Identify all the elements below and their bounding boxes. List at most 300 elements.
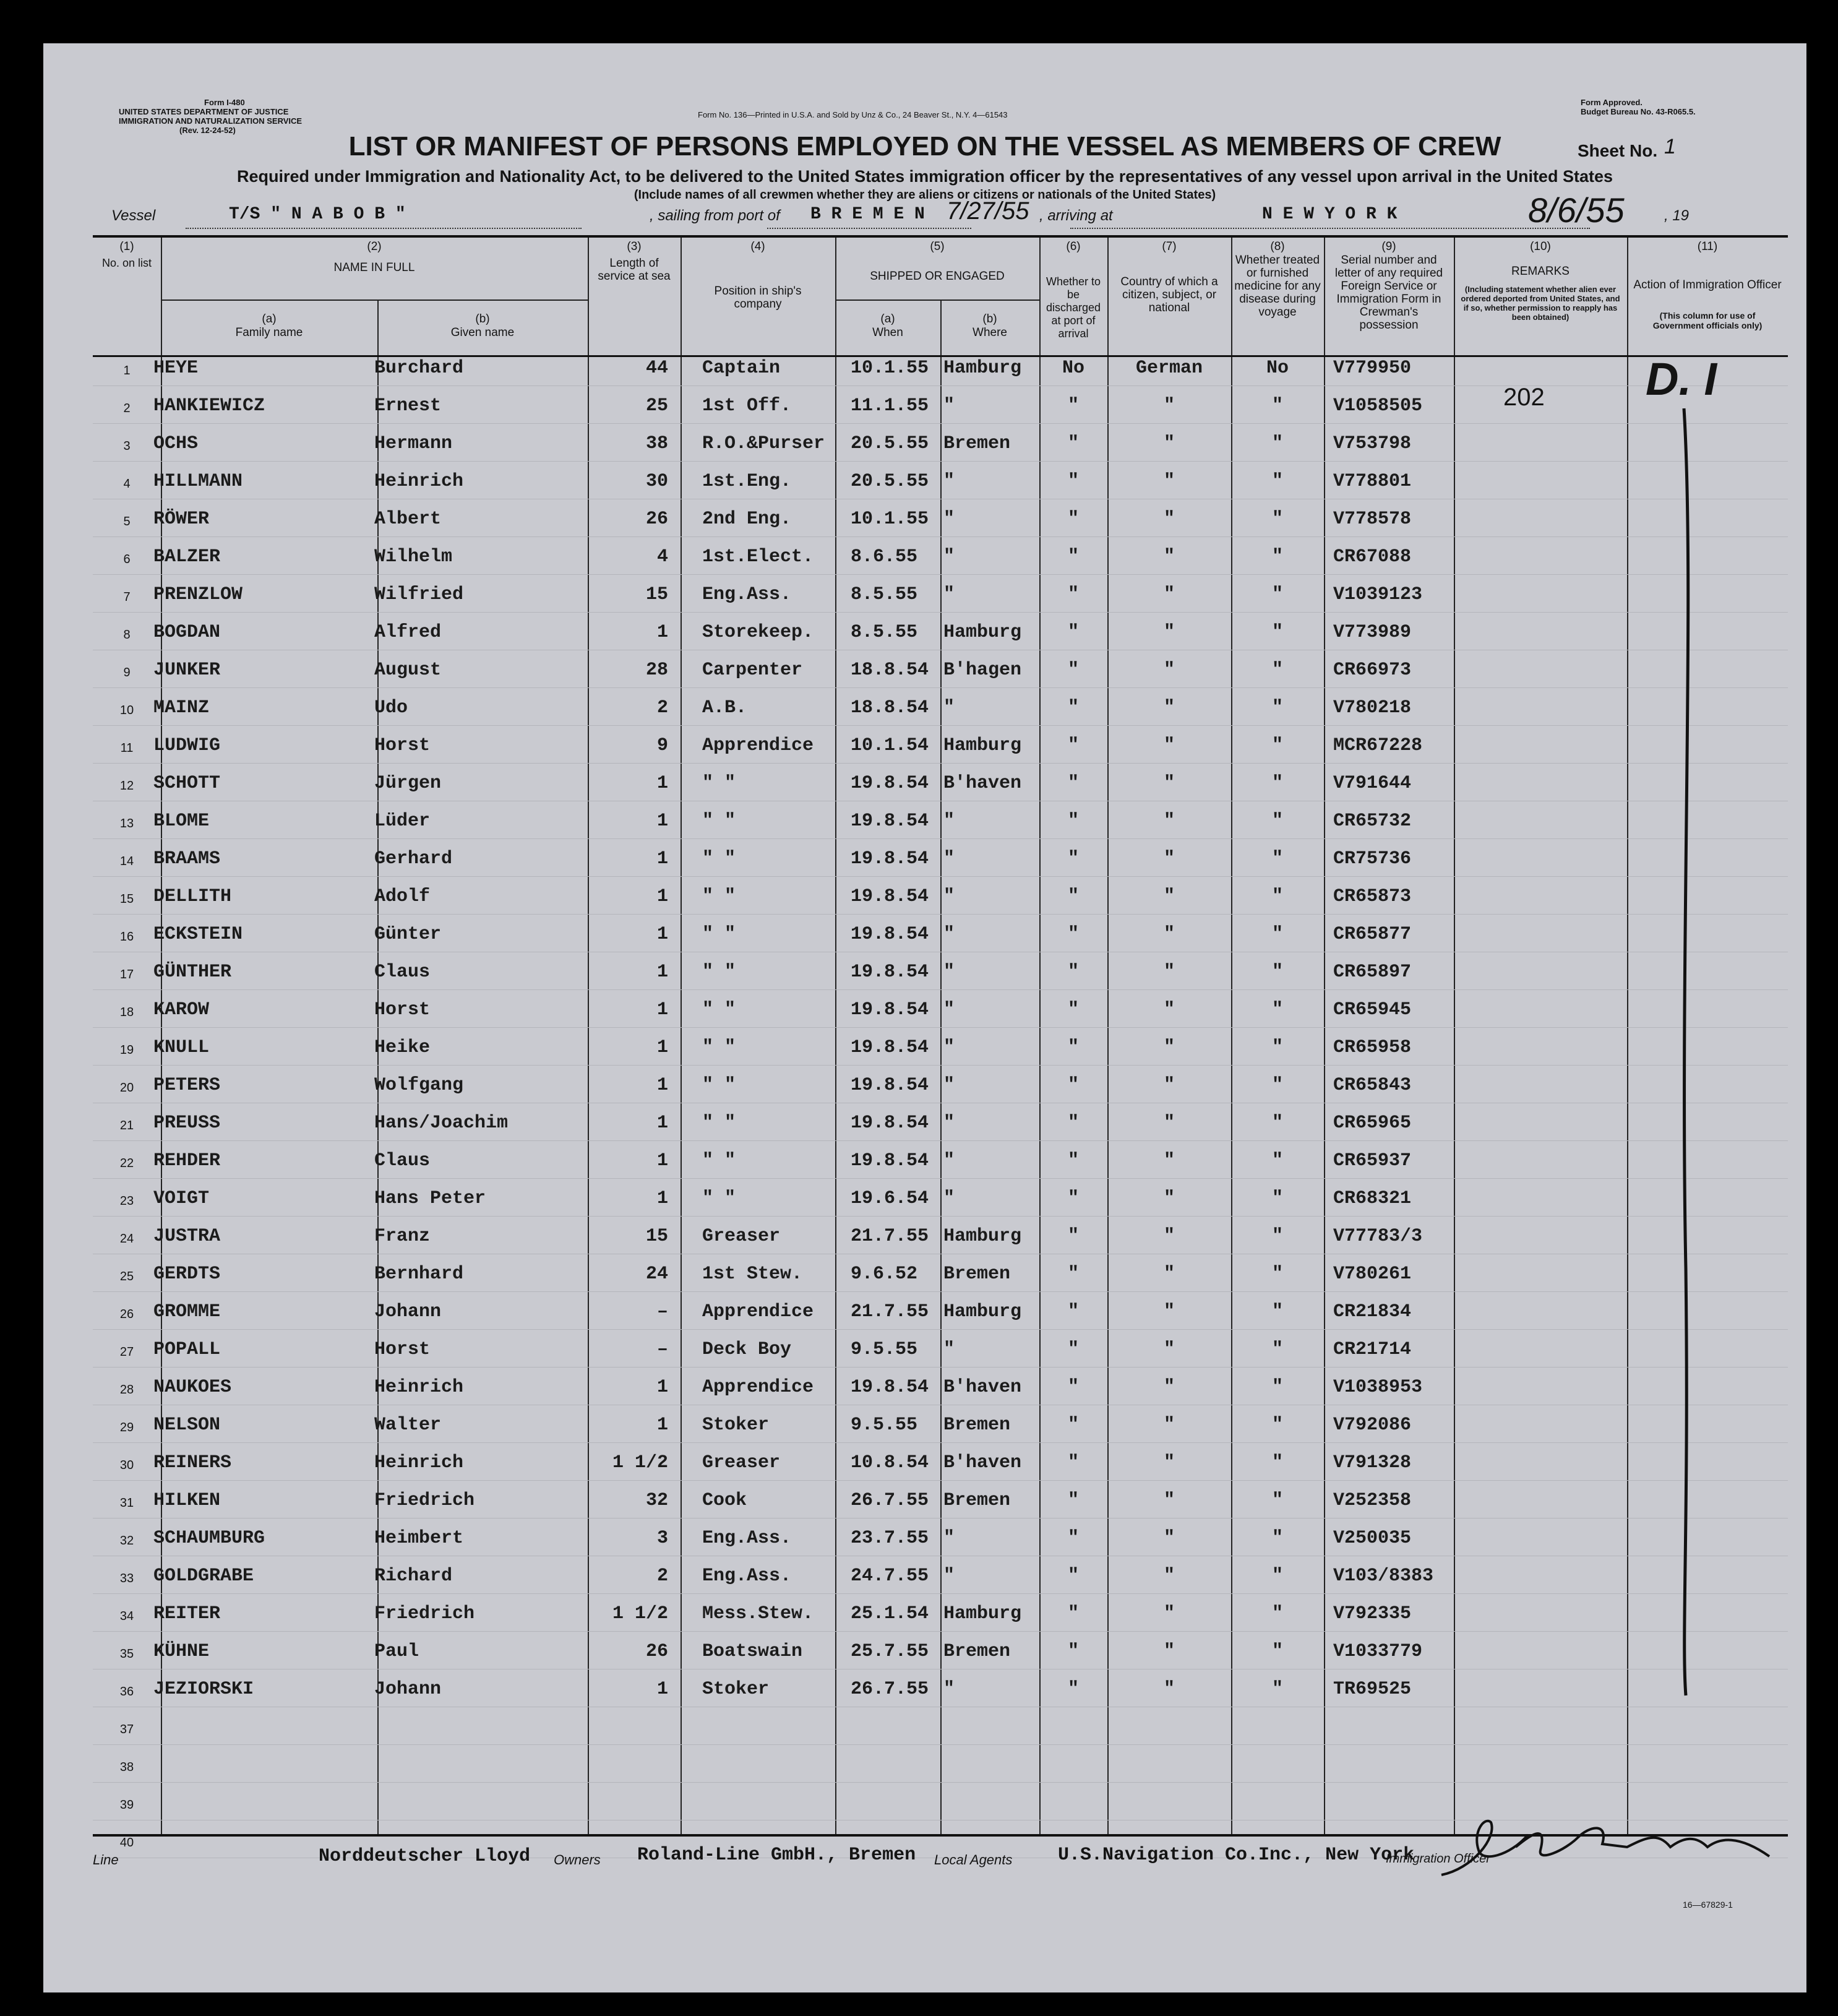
- country: ": [1163, 1528, 1175, 1549]
- col11-number: (11): [1697, 240, 1718, 253]
- shipped-when: 9.5.55: [851, 1415, 918, 1436]
- shipped-where: ": [943, 1075, 955, 1096]
- serial-number: V791644: [1333, 773, 1412, 794]
- shipped-when: 8.5.55: [851, 584, 918, 605]
- treated: ": [1271, 509, 1283, 530]
- serial-number: V780261: [1333, 1264, 1412, 1285]
- given-name: Franz: [374, 1226, 431, 1247]
- family-name: BALZER: [153, 546, 221, 567]
- treated: ": [1271, 1679, 1283, 1700]
- discharge: ": [1067, 848, 1079, 869]
- serial-number: V791328: [1333, 1452, 1412, 1473]
- country: ": [1163, 1415, 1175, 1436]
- serial-number: V250035: [1333, 1528, 1412, 1549]
- subtitle-note: (Include names of all crewmen whether they are aliens or citizens or nationals of the United States): [633, 188, 1216, 202]
- service-length: 25: [645, 395, 668, 416]
- given-name: Paul: [374, 1641, 419, 1662]
- discharge: ": [1067, 660, 1079, 681]
- family-name: BRAAMS: [153, 848, 221, 869]
- discharge: ": [1067, 886, 1079, 907]
- discharge: ": [1067, 1075, 1079, 1096]
- position: Eng.Ass.: [702, 1566, 792, 1587]
- given-name: Horst: [374, 735, 431, 756]
- family-name: SCHOTT: [153, 773, 221, 794]
- family-name: SCHAUMBURG: [153, 1528, 265, 1549]
- country: ": [1163, 622, 1175, 643]
- country: ": [1163, 848, 1175, 869]
- country: ": [1163, 697, 1175, 718]
- given-name: Hans/Joachim: [374, 1113, 509, 1134]
- sailing-port: B R E M E N: [810, 205, 925, 224]
- discharge: ": [1067, 509, 1079, 530]
- arriving-label: , arriving at: [1039, 207, 1113, 224]
- given-name: Heinrich: [374, 471, 464, 492]
- row-number: 4: [123, 477, 131, 491]
- treated: ": [1271, 1188, 1283, 1209]
- officer-label: Immigration Officer: [1386, 1852, 1490, 1866]
- position: Deck Boy: [702, 1339, 792, 1360]
- serial-number: V779950: [1333, 358, 1412, 379]
- family-name: BOGDAN: [153, 622, 221, 643]
- shipped-where: Bremen: [943, 433, 1011, 454]
- officer-signature: [1423, 1813, 1776, 1887]
- arrival-port: N E W Y O R K: [1262, 205, 1398, 224]
- service-length: 15: [645, 584, 668, 605]
- shipped-where: ": [943, 999, 955, 1020]
- shipped-when: 25.1.54: [851, 1603, 929, 1624]
- service-length: 28: [645, 660, 668, 681]
- serial-number: V77783/3: [1333, 1226, 1423, 1247]
- service-length: 38: [645, 433, 668, 454]
- position: 2nd Eng.: [702, 509, 792, 530]
- department: UNITED STATES DEPARTMENT OF JUSTICE: [119, 107, 289, 116]
- col5b-letter: (b): [982, 312, 997, 325]
- discharge: ": [1067, 1490, 1079, 1511]
- country: ": [1163, 471, 1175, 492]
- col5a-header: When: [872, 326, 903, 339]
- country: ": [1163, 1452, 1175, 1473]
- row-number: 2: [123, 402, 131, 415]
- given-name: Albert: [374, 509, 442, 530]
- family-name: GERDTS: [153, 1264, 221, 1285]
- serial-number: V1058505: [1333, 395, 1423, 416]
- row-number: 16: [119, 930, 134, 944]
- position: " ": [702, 886, 736, 907]
- treated: ": [1271, 773, 1283, 794]
- shipped-where: Hamburg: [943, 358, 1022, 379]
- service-length: 44: [645, 358, 668, 379]
- discharge: ": [1067, 999, 1079, 1020]
- serial-number: CR65965: [1333, 1113, 1412, 1134]
- shipped-when: 10.1.54: [851, 735, 929, 756]
- discharge: ": [1067, 811, 1079, 832]
- given-name: Alfred: [374, 622, 442, 643]
- family-name: BLOME: [153, 811, 210, 832]
- shipped-where: ": [943, 924, 955, 945]
- serial-number: V792086: [1333, 1415, 1412, 1436]
- country: ": [1163, 962, 1175, 983]
- row-number: 7: [123, 590, 131, 604]
- col8-number: (8): [1270, 240, 1285, 253]
- family-name: PREUSS: [153, 1113, 221, 1134]
- shipped-where: Bremen: [943, 1490, 1011, 1511]
- shipped-when: 10.1.55: [851, 358, 929, 379]
- shipped-when: 23.7.55: [851, 1528, 929, 1549]
- shipped-where: ": [943, 1528, 955, 1549]
- position: A.B.: [702, 697, 747, 718]
- shipped-when: 20.5.55: [851, 471, 929, 492]
- shipped-where: ": [943, 546, 955, 567]
- country: ": [1163, 584, 1175, 605]
- discharge: ": [1067, 1566, 1079, 1587]
- given-name: Wilhelm: [374, 546, 453, 567]
- shipped-when: 8.6.55: [851, 546, 918, 567]
- service-length: 1 1/2: [612, 1452, 668, 1473]
- row-number: 19: [119, 1043, 134, 1057]
- family-name: ECKSTEIN: [153, 924, 243, 945]
- treated: ": [1271, 1452, 1283, 1473]
- position: " ": [702, 773, 736, 794]
- col1-header: No. on list: [101, 257, 152, 269]
- serial-number: CR21714: [1333, 1339, 1412, 1360]
- service-length: 1: [656, 1150, 668, 1171]
- agents-label: Local Agents: [934, 1852, 1013, 1867]
- service-length: 9: [656, 735, 668, 756]
- serial-number: CR65732: [1333, 811, 1412, 832]
- treated: ": [1271, 924, 1283, 945]
- shipped-where: B'haven: [943, 1452, 1022, 1473]
- agents-name: U.S.Navigation Co.Inc., New York: [1058, 1845, 1415, 1866]
- treated: No: [1266, 358, 1289, 379]
- family-name: HEYE: [153, 358, 199, 379]
- shipped-where: ": [943, 886, 955, 907]
- service-length: 26: [645, 1641, 668, 1662]
- form-number: Form I-480: [204, 98, 245, 107]
- serial-number: CR75736: [1333, 848, 1412, 869]
- service-length: 1: [656, 1188, 668, 1209]
- crew-table: [93, 235, 1788, 1837]
- country: ": [1163, 509, 1175, 530]
- shipped-when: 25.7.55: [851, 1641, 929, 1662]
- col11-header: Action of Immigration Officer: [1633, 278, 1782, 291]
- family-name: KNULL: [153, 1037, 210, 1058]
- serial-number: V1039123: [1333, 584, 1423, 605]
- treated: ": [1271, 1490, 1283, 1511]
- service-length: 1: [656, 848, 668, 869]
- service-length: 1: [656, 1037, 668, 1058]
- discharge: ": [1067, 1264, 1079, 1285]
- row-number: 11: [120, 741, 134, 755]
- treated: ": [1271, 471, 1283, 492]
- shipped-when: 18.8.54: [851, 660, 929, 681]
- row-number: 9: [123, 666, 131, 679]
- treated: ": [1271, 1037, 1283, 1058]
- row-number: 32: [119, 1534, 134, 1548]
- serial-number: V780218: [1333, 697, 1412, 718]
- position: Captain: [702, 358, 781, 379]
- col5-number: (5): [930, 240, 945, 253]
- treated: ": [1271, 584, 1283, 605]
- row-number: 31: [119, 1496, 134, 1510]
- treated: ": [1271, 1528, 1283, 1549]
- given-name: Horst: [374, 1339, 431, 1360]
- row-number: 1: [123, 364, 131, 377]
- shipped-when: 11.1.55: [851, 395, 929, 416]
- shipped-when: 19.8.54: [851, 1113, 929, 1134]
- given-name: Hermann: [374, 433, 453, 454]
- position: Greaser: [702, 1452, 781, 1473]
- shipped-when: 19.6.54: [851, 1188, 929, 1209]
- row-number: 15: [119, 892, 134, 906]
- family-name: KÜHNE: [153, 1641, 210, 1662]
- vessel-name: T/S " N A B O B ": [229, 205, 406, 224]
- shipped-when: 18.8.54: [851, 697, 929, 718]
- given-name: Bernhard: [374, 1264, 464, 1285]
- position: " ": [702, 1037, 736, 1058]
- row-number: 26: [119, 1307, 134, 1321]
- discharge: ": [1067, 1528, 1079, 1549]
- row-number: 10: [119, 704, 134, 717]
- service-length: 1: [656, 886, 668, 907]
- service-length: 1: [656, 811, 668, 832]
- col4-header: Position in ship's company: [714, 285, 802, 311]
- given-name: Claus: [374, 962, 431, 983]
- given-name: Hans Peter: [374, 1188, 486, 1209]
- position: " ": [702, 1113, 736, 1134]
- discharge: ": [1067, 1339, 1079, 1360]
- position: Stoker: [702, 1415, 770, 1436]
- row-number: 12: [119, 779, 134, 793]
- col3-header: Length of service at sea: [598, 257, 671, 283]
- shipped-where: ": [943, 962, 955, 983]
- row-number: 33: [119, 1572, 134, 1585]
- serial-number: CR68321: [1333, 1188, 1412, 1209]
- country: ": [1163, 1490, 1175, 1511]
- line-label: Line: [93, 1852, 119, 1867]
- row-number: 34: [119, 1609, 134, 1623]
- row-number: 5: [123, 515, 131, 528]
- shipped-where: ": [943, 1679, 955, 1700]
- given-name: Wolfgang: [374, 1075, 464, 1096]
- family-name: HILLMANN: [153, 471, 243, 492]
- col7-number: (7): [1162, 240, 1177, 253]
- shipped-when: 19.8.54: [851, 811, 929, 832]
- position: R.O.&Purser: [702, 433, 825, 454]
- serial-number: V103/8383: [1333, 1566, 1434, 1587]
- service-length: 4: [656, 546, 668, 567]
- given-name: Heinrich: [374, 1377, 464, 1398]
- country: ": [1163, 999, 1175, 1020]
- row-number: 37: [119, 1723, 134, 1736]
- serial-number: CR21834: [1333, 1301, 1412, 1322]
- shipped-where: Bremen: [943, 1264, 1011, 1285]
- service-length: 24: [645, 1264, 668, 1285]
- serial-number: V1038953: [1333, 1377, 1423, 1398]
- country: ": [1163, 735, 1175, 756]
- discharge: ": [1067, 395, 1079, 416]
- shipped-where: ": [943, 471, 955, 492]
- row-number: 8: [123, 628, 131, 642]
- country: ": [1163, 546, 1175, 567]
- col1-number: (1): [119, 240, 134, 253]
- serial-number: CR67088: [1333, 546, 1412, 567]
- shipped-when: 19.8.54: [851, 999, 929, 1020]
- discharge: ": [1067, 622, 1079, 643]
- shipped-where: ": [943, 509, 955, 530]
- col2a-letter: (a): [262, 312, 277, 325]
- service-length: 1: [656, 1113, 668, 1134]
- position: 1st.Elect.: [702, 546, 814, 567]
- shipped-when: 21.7.55: [851, 1301, 929, 1322]
- col2a-header: Family name: [235, 326, 303, 339]
- serial-number: V773989: [1333, 622, 1412, 643]
- shipped-when: 26.7.55: [851, 1490, 929, 1511]
- col10-number: (10): [1530, 240, 1551, 253]
- serial-number: CR65937: [1333, 1150, 1412, 1171]
- revision: (Rev. 12-24-52): [179, 126, 236, 135]
- budget-number: Budget Bureau No. 43-R065.5.: [1581, 107, 1696, 116]
- position: 1st.Eng.: [702, 471, 792, 492]
- country: ": [1163, 1679, 1175, 1700]
- given-name: August: [374, 660, 442, 681]
- given-name: Walter: [374, 1415, 442, 1436]
- shipped-when: 19.8.54: [851, 1075, 929, 1096]
- discharge: ": [1067, 1679, 1079, 1700]
- country: ": [1163, 1641, 1175, 1662]
- approval: Form Approved.: [1581, 98, 1643, 107]
- service-length: –: [656, 1339, 668, 1360]
- col6-header: Whether to be discharged at port of arrival: [1046, 275, 1101, 340]
- col2b-letter: (b): [475, 312, 490, 325]
- remarks-mark: 202: [1503, 384, 1545, 411]
- discharge: ": [1067, 1037, 1079, 1058]
- shipped-where: B'haven: [943, 1377, 1022, 1398]
- col5-header: SHIPPED OR ENGAGED: [870, 270, 1005, 283]
- discharge: ": [1067, 471, 1079, 492]
- family-name: HILKEN: [153, 1490, 221, 1511]
- shipped-where: ": [943, 1037, 955, 1058]
- family-name: PETERS: [153, 1075, 221, 1096]
- position: " ": [702, 1188, 736, 1209]
- col10-header: REMARKS: [1511, 265, 1570, 278]
- shipped-where: Hamburg: [943, 735, 1022, 756]
- row-number: 14: [119, 855, 134, 868]
- row-number: 36: [119, 1685, 134, 1699]
- row-number: 23: [119, 1194, 134, 1208]
- shipped-where: Bremen: [943, 1641, 1011, 1662]
- col5a-letter: (a): [880, 312, 895, 325]
- shipped-where: B'haven: [943, 773, 1022, 794]
- shipped-when: 8.5.55: [851, 622, 918, 643]
- shipped-when: 19.8.54: [851, 1377, 929, 1398]
- country: ": [1163, 1226, 1175, 1247]
- shipped-when: 21.7.55: [851, 1226, 929, 1247]
- discharge: ": [1067, 1603, 1079, 1624]
- service-length: 1: [656, 773, 668, 794]
- shipped-when: 9.5.55: [851, 1339, 918, 1360]
- form-stamp: 16—67829-1: [1683, 1900, 1733, 1910]
- position: Cook: [702, 1490, 747, 1511]
- serial-number: CR65958: [1333, 1037, 1412, 1058]
- line-name: Norddeutscher Lloyd: [319, 1846, 531, 1867]
- discharge: ": [1067, 1226, 1079, 1247]
- service-length: 1: [656, 1679, 668, 1700]
- family-name: REHDER: [153, 1150, 221, 1171]
- treated: ": [1271, 546, 1283, 567]
- treated: ": [1271, 1415, 1283, 1436]
- discharge: ": [1067, 773, 1079, 794]
- arrival-date: 8/6/55: [1528, 191, 1625, 230]
- country: ": [1163, 1150, 1175, 1171]
- country: ": [1163, 1113, 1175, 1134]
- row-number: 3: [123, 439, 131, 453]
- position: " ": [702, 811, 736, 832]
- discharge: ": [1067, 697, 1079, 718]
- shipped-where: ": [943, 395, 955, 416]
- country: ": [1163, 660, 1175, 681]
- shipped-where: Hamburg: [943, 622, 1022, 643]
- country: ": [1163, 1339, 1175, 1360]
- bracket-line: [1652, 402, 1707, 1702]
- family-name: PRENZLOW: [153, 584, 243, 605]
- discharge: ": [1067, 1415, 1079, 1436]
- col7-header: Country of which a citizen, subject, or national: [1120, 275, 1218, 314]
- col11-note: (This column for use of Government officials only): [1652, 311, 1763, 330]
- col9-header: Serial number and letter of any required Foreign Service or Immigration Form in Crewman's possession: [1334, 254, 1443, 332]
- row-number: 17: [119, 968, 134, 981]
- treated: ": [1271, 1566, 1283, 1587]
- country: ": [1163, 433, 1175, 454]
- position: 1st Off.: [702, 395, 792, 416]
- given-name: Friedrich: [374, 1490, 475, 1511]
- given-name: Burchard: [374, 358, 464, 379]
- treated: ": [1271, 1339, 1283, 1360]
- country: ": [1163, 773, 1175, 794]
- given-name: Adolf: [374, 886, 431, 907]
- shipped-when: 19.8.54: [851, 924, 929, 945]
- given-name: Friedrich: [374, 1603, 475, 1624]
- row-number: 24: [119, 1232, 134, 1246]
- shipped-where: Bremen: [943, 1415, 1011, 1436]
- treated: ": [1271, 811, 1283, 832]
- service-length: 30: [645, 471, 668, 492]
- row-number: 25: [119, 1270, 134, 1283]
- country: ": [1163, 1264, 1175, 1285]
- family-name: REINERS: [153, 1452, 232, 1473]
- serial-number: CR65897: [1333, 962, 1412, 983]
- treated: ": [1271, 697, 1283, 718]
- owners-name: Roland-Line GmbH., Bremen: [637, 1845, 916, 1866]
- service-length: 26: [645, 509, 668, 530]
- serial-number: V778578: [1333, 509, 1412, 530]
- country: ": [1163, 1037, 1175, 1058]
- country: German: [1135, 358, 1203, 379]
- country: ": [1163, 811, 1175, 832]
- shipped-when: 19.8.54: [851, 773, 929, 794]
- given-name: Lüder: [374, 811, 431, 832]
- shipped-when: 19.8.54: [851, 848, 929, 869]
- serial-number: V1033779: [1333, 1641, 1423, 1662]
- serial-number: V778801: [1333, 471, 1412, 492]
- given-name: Claus: [374, 1150, 431, 1171]
- treated: ": [1271, 735, 1283, 756]
- given-name: Heinrich: [374, 1452, 464, 1473]
- shipped-where: ": [943, 811, 955, 832]
- row-number: 28: [119, 1383, 134, 1397]
- shipped-where: ": [943, 1113, 955, 1134]
- family-name: VOIGT: [153, 1188, 210, 1209]
- treated: ": [1271, 886, 1283, 907]
